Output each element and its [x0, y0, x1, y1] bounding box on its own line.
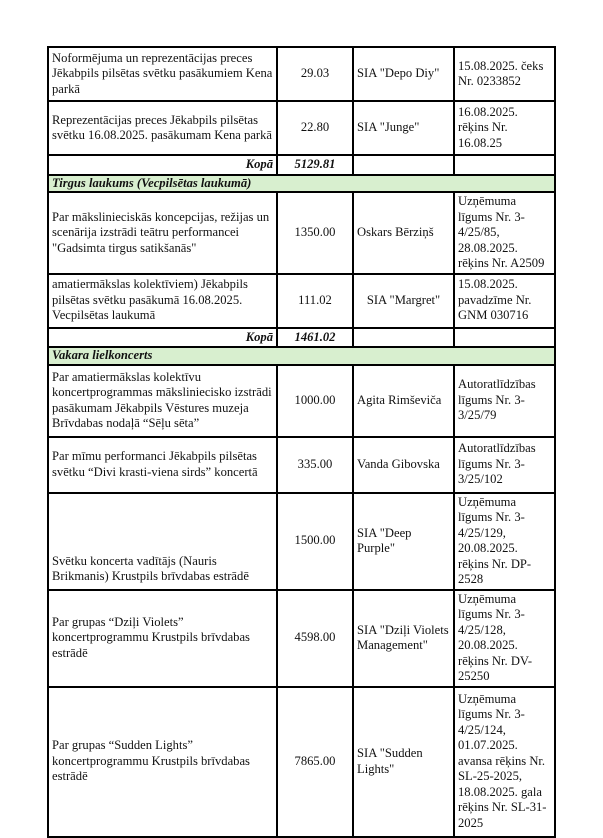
row-amount: 7865.00 [277, 687, 353, 837]
total-row [48, 328, 555, 348]
row-amount: 1350.00 [277, 192, 353, 274]
row-document: Autoratlīdzības līgums Nr. 3-3/25/102 [454, 437, 555, 493]
empty-cell [353, 328, 454, 348]
row-amount: 1000.00 [277, 365, 353, 437]
table-row [48, 365, 555, 437]
empty-cell [454, 155, 555, 175]
table-row [48, 437, 555, 493]
row-supplier: Oskars Bērziņš [353, 192, 454, 274]
expenses-table [47, 46, 556, 838]
row-amount: 4598.00 [277, 590, 353, 687]
row-document: 16.08.2025. rēķins Nr. 16.08.25 [454, 101, 555, 155]
total-label: Kopā [48, 155, 277, 175]
section-header [48, 175, 555, 193]
row-supplier: SIA "Deep Purple" [353, 493, 454, 590]
section-title: Tirgus laukums (Vecpilsētas laukumā) [48, 175, 555, 193]
table-row [48, 590, 555, 687]
row-description: amatiermākslas kolektīviem) Jēkabpils pilsētas svētku pasākumā 16.08.2025. Vecpilsētas laukumā [48, 274, 277, 328]
row-amount: 111.02 [277, 274, 353, 328]
table-row [48, 687, 555, 837]
row-description: Par mākslinieciskās koncepcijas, režijas un scenārija izstrādi teātru performancei "Gadsimta tirgus satikšanās" [48, 192, 277, 274]
row-description: Noformējuma un reprezentācijas preces Jēkabpils pilsētas svētku pasākumiem Kena parkā [48, 47, 277, 101]
row-amount: 22.80 [277, 101, 353, 155]
row-supplier: Agita Rimševiča [353, 365, 454, 437]
section-header [48, 347, 555, 365]
total-value: 5129.81 [277, 155, 353, 175]
row-description: Par amatiermākslas kolektīvu koncertprogrammas māksliniecisko izstrādi pasākumam Jēkabpils Vēstures muzeja Brīvdabas nodaļā “Sēļu sēta” [48, 365, 277, 437]
table-row [48, 192, 555, 274]
row-amount: 335.00 [277, 437, 353, 493]
total-row [48, 155, 555, 175]
table-row [48, 47, 555, 101]
row-document: Autoratlīdzības līgums Nr. 3-3/25/79 [454, 365, 555, 437]
table-row [48, 493, 555, 590]
total-value: 1461.02 [277, 328, 353, 348]
row-description: Svētku koncerta vadītājs (Nauris Brikmanis) Krustpils brīvdabas estrādē [48, 493, 277, 590]
row-description: Par mīmu performanci Jēkabpils pilsētas svētku “Divi krasti-viena sirds” koncertā [48, 437, 277, 493]
row-amount: 29.03 [277, 47, 353, 101]
row-supplier: SIA "Junge" [353, 101, 454, 155]
row-supplier: SIA "Depo Diy" [353, 47, 454, 101]
row-supplier: SIA "Margret" [353, 274, 454, 328]
table-row [48, 274, 555, 328]
row-document: Uzņēmuma līgums Nr. 3-4/25/124, 01.07.2025. avansa rēķins Nr. SL-25-2025, 18.08.2025. gala rēķins Nr. SL-31-2025 [454, 687, 555, 837]
total-label: Kopā [48, 328, 277, 348]
row-supplier: SIA "Dziļi Violets Management" [353, 590, 454, 687]
row-description: Par grupas “Dziļi Violets” koncertprogrammu Krustpils brīvdabas estrādē [48, 590, 277, 687]
row-supplier: Vanda Gibovska [353, 437, 454, 493]
row-document: Uzņēmuma līgums Nr. 3-4/25/129, 20.08.2025. rēķins Nr. DP-2528 [454, 493, 555, 590]
row-document: 15.08.2025. čeks Nr. 0233852 [454, 47, 555, 101]
section-title: Vakara lielkoncerts [48, 347, 555, 365]
empty-cell [454, 328, 555, 348]
row-document: Uzņēmuma līgums Nr. 3-4/25/85, 28.08.2025. rēķins Nr. A2509 [454, 192, 555, 274]
row-description: Par grupas “Sudden Lights” koncertprogrammu Krustpils brīvdabas estrādē [48, 687, 277, 837]
row-document: 15.08.2025. pavadzīme Nr. GNM 030716 [454, 274, 555, 328]
empty-cell [353, 155, 454, 175]
row-description: Reprezentācijas preces Jēkabpils pilsētas svētku 16.08.2025. pasākumam Kena parkā [48, 101, 277, 155]
row-amount: 1500.00 [277, 493, 353, 590]
row-supplier: SIA "Sudden Lights" [353, 687, 454, 837]
row-document: Uzņēmuma līgums Nr. 3-4/25/128, 20.08.2025. rēķins Nr. DV-25250 [454, 590, 555, 687]
table-row [48, 101, 555, 155]
